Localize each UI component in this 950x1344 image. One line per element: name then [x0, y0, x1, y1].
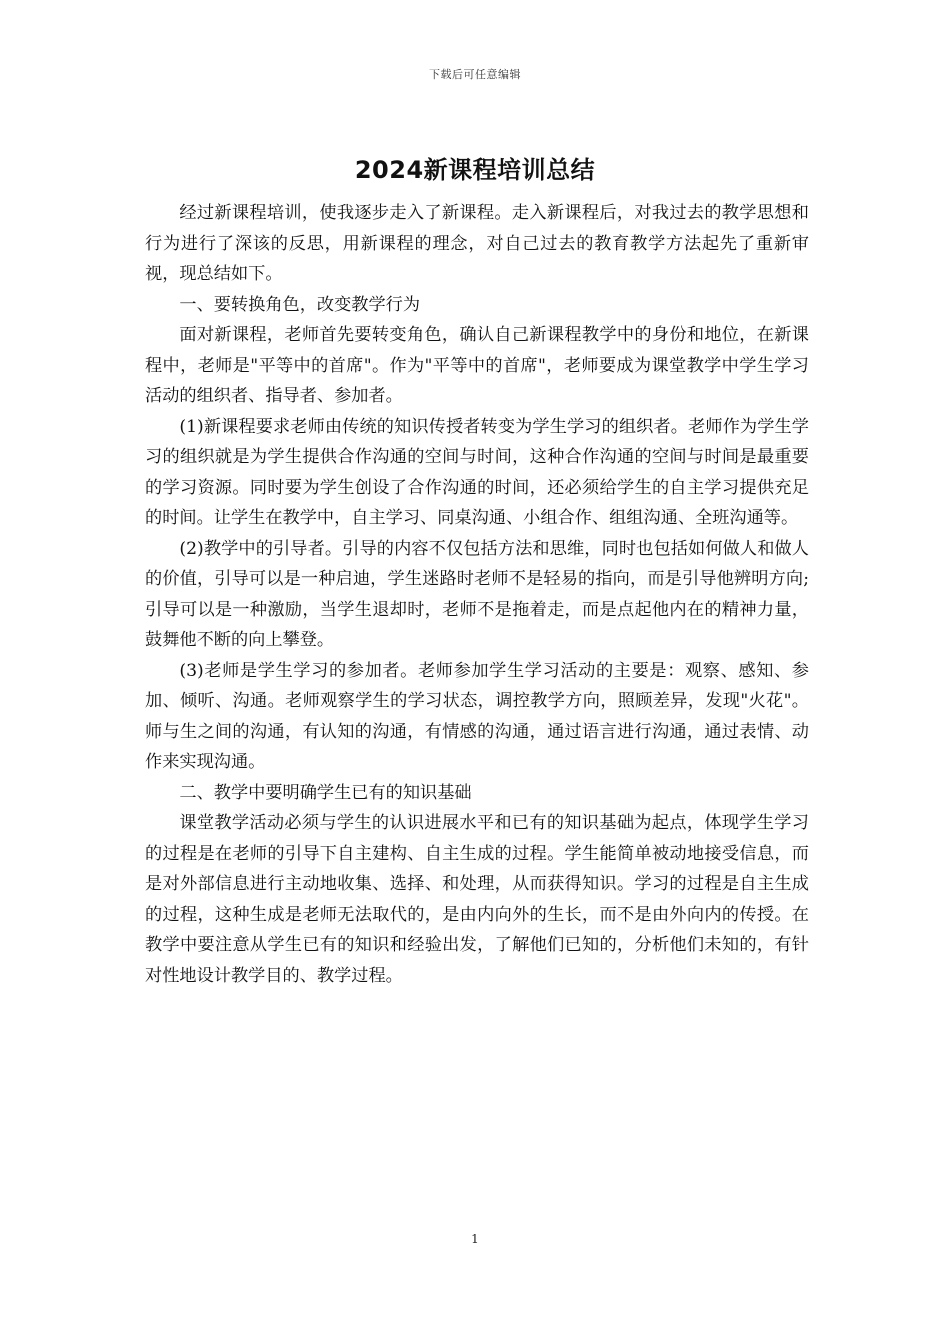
- page-number: 1: [471, 1232, 479, 1246]
- section-heading-1: 一、要转换角色，改变教学行为: [179, 294, 421, 315]
- section-heading-2: 二、教学中要明确学生已有的知识基础: [179, 782, 472, 803]
- paragraph-intro: 经过新课程培训，使我逐步走入了新课程。走入新课程后，对我过去的教学思想和行为进行了深该的反思，用新课程的理念，对自己过去的教育教学方法起先了重新审视，现总结如下。: [145, 203, 809, 284]
- paragraph-knowledge-base: 课堂教学活动必须与学生的认识进展水平和已有的知识基础为起点，体现学生学习的过程是在老师的引导下自主建构、自主生成的过程。学生能简单被动地接受信息，而是对外部信息进行主动地收集、选择、和处理，从而获得知识。学习的过程是自主生成的过程，这种生成是老师无法取代的，是由内向外的生长，而不是由外向内的传授。在教学中要注意从学生已有的知识和经验出发，了解他们已知的，分析他们未知的，有针对性地设计教学目的、教学过程。: [145, 813, 809, 986]
- document-title: 2024新课程培训总结: [354, 156, 596, 184]
- paragraph-organizer: (1)新课程要求老师由传统的知识传授者转变为学生学习的组织者。老师作为学生学习的组织就是为学生提供合作沟通的空间与时间，这种合作沟通的空间与时间是最重要的学习资源。同时要为学生创设了合作沟通的时间，还必须给学生的自主学习提供充足的时间。让学生在教学中，自主学习、同桌沟通、小组合作、组组沟通、全班沟通等。: [145, 416, 809, 528]
- paragraph-participant: (3)老师是学生学习的参加者。老师参加学生学习活动的主要是：观察、感知、参加、倾听、沟通。老师观察学生的学习状态，调控教学方向，照顾差异，发现"火花"。师与生之间的沟通，有认知的沟通，有情感的沟通，通过语言进行沟通，通过表情、动作来实现沟通。: [145, 660, 809, 772]
- paragraph-role: 面对新课程，老师首先要转变角色，确认自己新课程教学中的身份和地位，在新课程中，老师是"平等中的首席"。作为"平等中的首席"，老师要成为课堂教学中学生学习活动的组织者、指导者、参加者。: [145, 325, 809, 406]
- document-body: [145, 198, 809, 991]
- header-note: 下载后可任意编辑: [429, 68, 521, 81]
- paragraph-guide: (2)教学中的引导者。引导的内容不仅包括方法和思维，同时也包括如何做人和做人的价值，引导可以是一种启迪，学生迷路时老师不是轻易的指向，而是引导他辨明方向;引导可以是一种激励，当学生退却时，老师不是拖着走，而是点起他内在的精神力量，鼓舞他不断的向上攀登。: [145, 538, 809, 650]
